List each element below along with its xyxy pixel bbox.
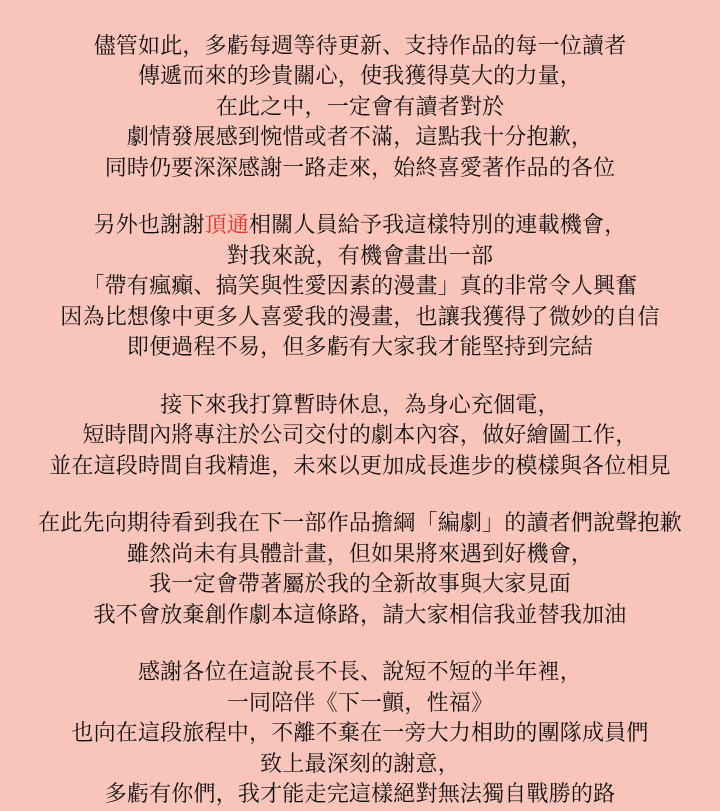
paragraph-gap: [0, 631, 720, 658]
letter-line: 傳遞而來的珍貴關心，使我獲得莫大的力量，: [137, 64, 582, 89]
letter-line: 在此之中，一定會有讀者對於: [215, 94, 505, 120]
paragraph-gap: [0, 5, 720, 32]
letter-line: 對我來說，有機會畫出一部: [226, 243, 494, 269]
letter-line: 因為比想像中更多人喜愛我的漫畫，也讓我獲得了微妙的自信: [60, 304, 660, 330]
letter-line: 在此先向期待看到我在下一部作品擔綱「編劇」的讀者們說聲抱歉: [38, 511, 682, 536]
letter-line: 一同陪伴《下一顫，性福》: [226, 690, 494, 716]
letter-line: 致上最深刻的謝意，: [260, 751, 460, 777]
letter-line: 接下來我打算暫時休息，為身心充個電，: [160, 392, 560, 418]
paragraph-gap: [0, 364, 720, 391]
line-suffix: 相關人員給予我這樣特別的連載機會，: [249, 213, 627, 238]
paragraph-gap: [0, 184, 720, 211]
letter-line: 並在這段時間自我精進，未來以更加成長進步的模樣與各位相見: [49, 453, 671, 479]
letter-line-with-highlight: [0, 211, 720, 242]
letter-line: 劇情發展感到惋惜或者不滿，這點我十分抱歉，: [126, 125, 594, 150]
letter-line: 多虧有你們，我才能走完這樣絕對無法獨自戰勝的路: [104, 782, 616, 807]
letter-line: 儘管如此，多虧每週等待更新、支持作品的每一位讀者: [93, 33, 627, 59]
paragraph-gap: [0, 482, 720, 509]
line-prefix: 另外也謝謝: [93, 213, 205, 238]
letter-line: 同時仍要深深感謝一路走來，始終喜愛著作品的各位: [104, 155, 616, 181]
letter-line: 短時間內將專注於公司交付的劇本內容，做好繪圖工作，: [82, 423, 638, 448]
letter-line: 我不會放棄創作劇本這條路，請大家相信我並替我加油: [93, 602, 627, 628]
letter-line: 我一定會帶著屬於我的全新故事與大家見面: [149, 572, 571, 597]
letter-line: 感謝各位在這說長不長、說短不短的半年裡，: [137, 660, 582, 685]
letter-line: 也向在這段旅程中，不離不棄在一旁大力相助的團隊成員們: [71, 721, 649, 746]
letter-line: 雖然尚未有具體計畫，但如果將來遇到好機會，: [126, 541, 594, 567]
letter-line: 「帶有瘋癲、搞笑與性愛因素的漫畫」真的非常令人興奮: [82, 274, 638, 299]
highlighted-company-name: 頂通: [204, 213, 249, 238]
letter-line: 即便過程不易，但多虧有大家我才能堅持到完結: [126, 335, 594, 360]
